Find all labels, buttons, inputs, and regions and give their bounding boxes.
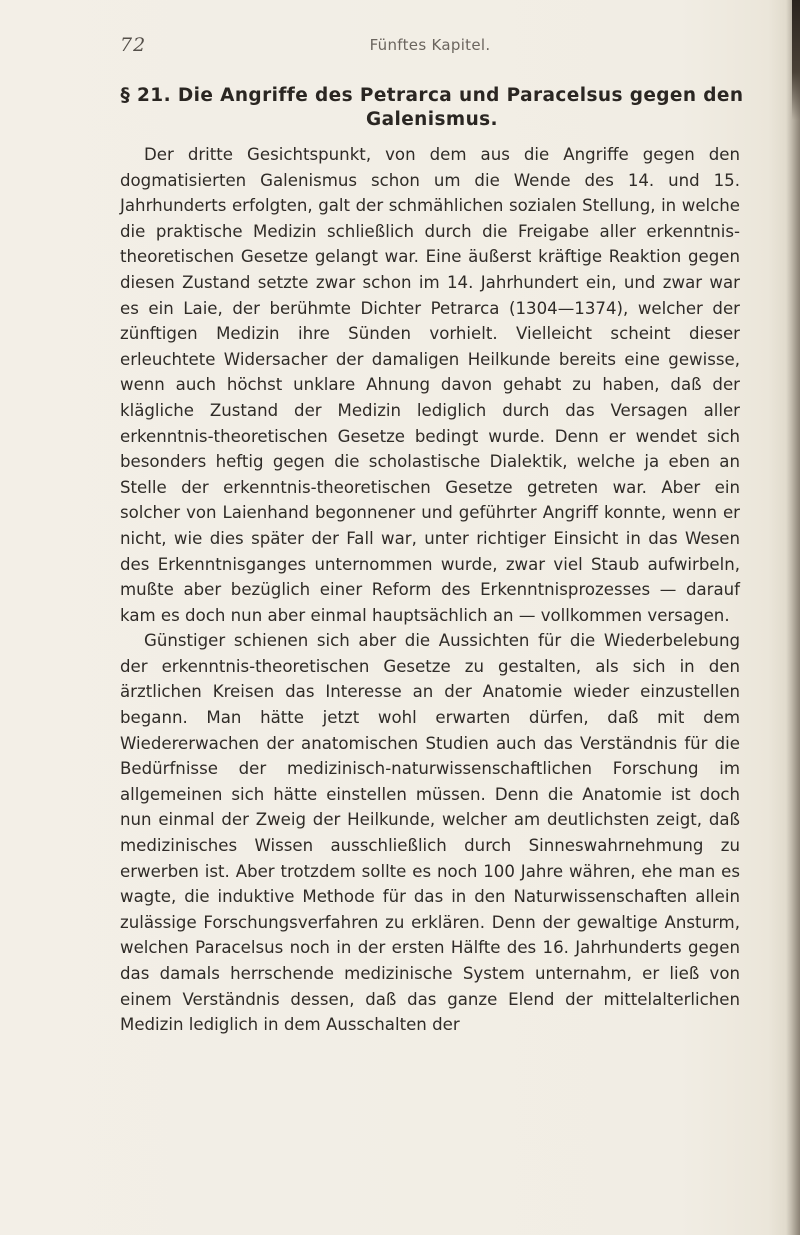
running-head bbox=[120, 34, 740, 60]
paragraph-2: Günstiger schienen sich aber die Aussichten für die Wiederbelebung der erkenntnis-theoretischen Gesetze zu gestalten, als sich in den ärztlichen Kreisen das Interesse an der Anatomie wieder einzustellen begann. Man hätte jetzt wohl erwarten dürfen, daß mit dem Wiedererwachen der anatomischen Studien auch das Verständnis für die Bedürfnisse der medizinisch-naturwissenschaftlichen Forschung im allgemeinen sich hätte einstellen müssen. Denn die Anatomie ist doch nun einmal der Zweig der Heilkunde, welcher am deutlichsten zeigt, daß medizinisches Wissen ausschließlich durch Sinneswahrnehmung zu erwerben ist. Aber trotzdem sollte es noch 100 Jahre währen, ehe man es wagte, die induktive Methode für das in den Naturwissenschaften allein zulässige Forschungsverfahren zu erklären. Denn der gewaltige Ansturm, welchen Paracelsus noch in der ersten Hälfte des 16. Jahrhunderts gegen das damals herrschende medizinische System unternahm, er ließ von einem Verständnis dessen, daß das ganze Elend der mittelalterlichen Medizin lediglich in dem Ausschalten der bbox=[120, 631, 740, 1035]
page-edge-shadow bbox=[786, 0, 800, 1235]
section-heading bbox=[120, 84, 744, 132]
page-number: 72 bbox=[120, 34, 147, 56]
chapter-title: Fünftes Kapitel. bbox=[369, 36, 491, 54]
section-heading-line-2: Galenismus. bbox=[366, 109, 498, 130]
paragraph-1: Der dritte Gesichtspunkt, von dem aus die Angriffe gegen den dogmatisierten Galenismus schon um die Wende des 14. und 15. Jahrhunderts erfolgten, galt der schmählichen sozialen Stellung, in welche die praktische Medizin schließlich durch die Freigabe aller erkenntnis-theoretischen Gesetze gelangt war. Eine äußerst kräftige Reaktion gegen diesen Zustand setzte zwar schon im 14. Jahrhundert ein, und zwar war es ein Laie, der berühmte Dichter Petrarca (1304—1374), welcher der zünftigen Medizin ihre Sünden vorhielt. Vielleicht scheint dieser erleuchtete Widersacher der damaligen Heilkunde bereits eine gewisse, wenn auch höchst unklare Ahnung davon gehabt zu haben, daß der klägliche Zustand der Medizin lediglich durch das Versagen aller erkenntnis-theoretischen Gesetze bedingt wurde. Denn er wendet sich besonders heftig gegen die scholastische Dialektik, welche ja eben an Stelle der erkenntnis-theoretischen Gesetze getreten war. Aber ein solcher von Laienhand begonnener und geführter Angriff konnte, wenn er nicht, wie dies später der Fall war, unter richtiger Einsicht in das Wesen des Erkenntnisganges unternommen wurde, zwar viel Staub aufwirbeln, mußte aber bezüglich einer Reform des Erkenntnisprozesses — darauf kam es doch nun aber einmal hauptsächlich an — vollkommen versagen. bbox=[120, 145, 740, 625]
page-edge-binding bbox=[792, 0, 800, 120]
section-heading-line-1: § 21. Die Angriffe des Petrarca und Paracelsus gegen den bbox=[120, 85, 744, 106]
body-text bbox=[120, 142, 740, 1038]
